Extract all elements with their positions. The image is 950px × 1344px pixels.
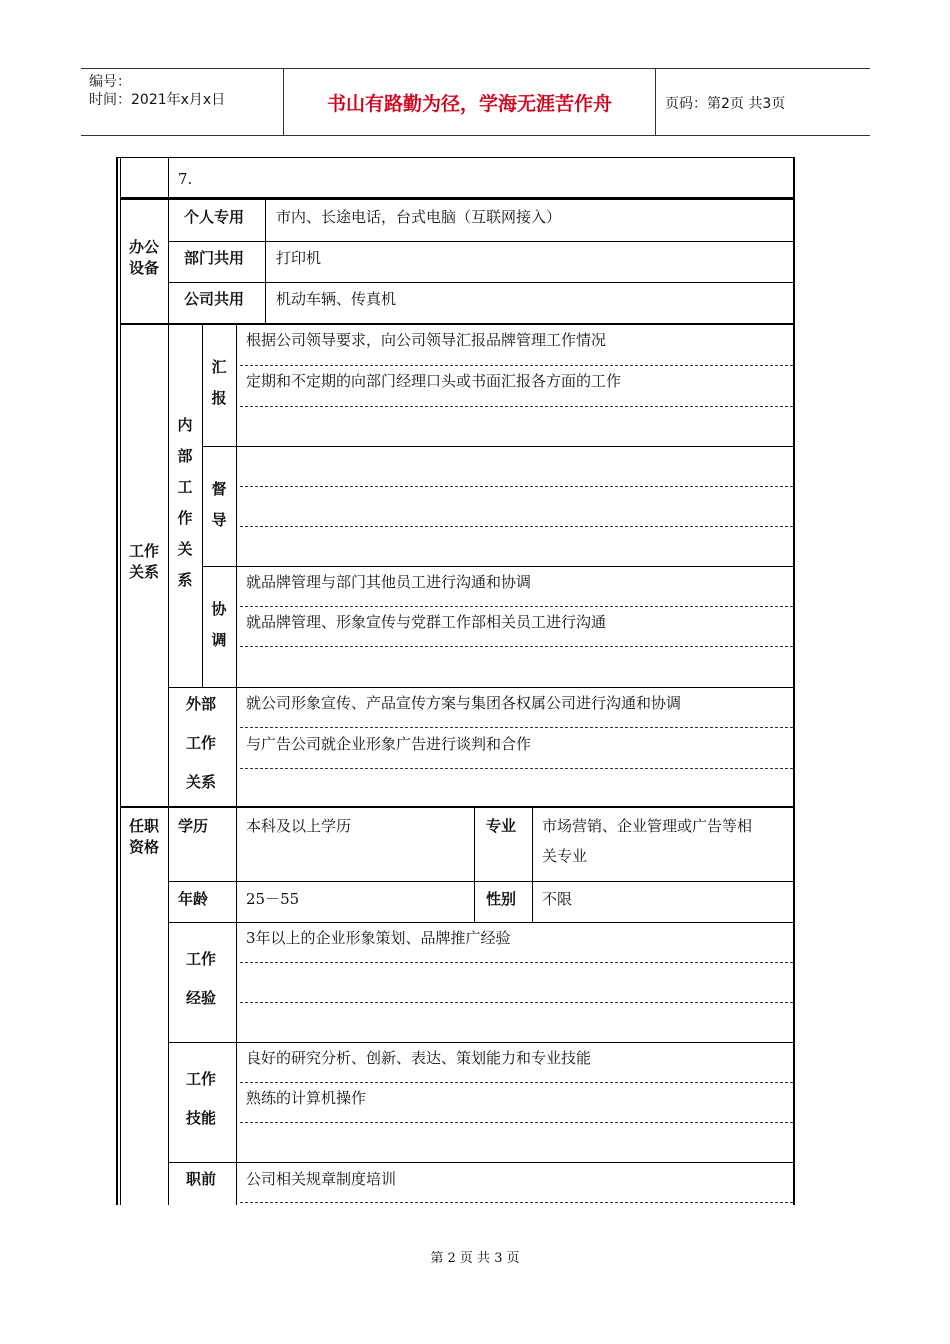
- dashed-divider: [240, 1122, 793, 1123]
- report-label: 汇报: [211, 358, 227, 407]
- skills-label: 技能: [186, 1109, 217, 1127]
- grid-line: [202, 325, 203, 687]
- grid-line: [202, 446, 795, 447]
- report-line: 定期和不定期的向部门经理口头或书面汇报各方面的工作: [246, 372, 622, 390]
- major-value-continued: 关专业: [542, 847, 588, 865]
- personal-use-value: 市内、长途电话，台式电脑（互联网接入）: [276, 208, 562, 226]
- row-number: 7.: [178, 170, 193, 188]
- company-use-label: 公司共用: [184, 290, 245, 308]
- external-label: 工作: [186, 734, 217, 752]
- grid-line: [168, 881, 795, 882]
- dashed-divider: [240, 486, 793, 487]
- grid-line: [474, 808, 475, 922]
- dashed-divider: [240, 406, 793, 407]
- grid-line: [532, 808, 533, 922]
- table-border-left-inner: [120, 157, 121, 1205]
- header-page-info: 页码：第2页 共3页: [665, 96, 786, 112]
- department-use-label: 部门共用: [184, 249, 245, 267]
- section-divider: [120, 806, 795, 808]
- dashed-divider: [240, 646, 793, 647]
- coordinate-line: 就品牌管理、形象宣传与党群工作部相关员工进行沟通: [246, 613, 607, 631]
- grid-line: [168, 1162, 795, 1163]
- header-slogan: 书山有路勤为径，学海无涯苦作舟: [326, 92, 612, 115]
- external-label: 外部: [186, 695, 217, 713]
- experience-line: 3年以上的企业形象策划、品牌推广经验: [246, 929, 511, 947]
- dashed-divider: [240, 962, 793, 963]
- table-border-top: [116, 157, 795, 158]
- grid-line: [265, 200, 266, 324]
- company-use-value: 机动车辆、传真机: [276, 290, 397, 308]
- section-divider: [120, 197, 795, 200]
- dashed-divider: [240, 727, 793, 728]
- coordinate-label: 协调: [211, 600, 227, 649]
- grid-line: [168, 922, 795, 923]
- dashed-divider: [240, 365, 793, 366]
- grid-line: [168, 157, 169, 198]
- skills-line: 熟练的计算机操作: [246, 1089, 367, 1107]
- education-label: 学历: [178, 817, 209, 835]
- internal-relations-label: 内部工作关系: [177, 416, 193, 589]
- grid-line: [168, 241, 795, 242]
- training-label: 职前: [186, 1170, 217, 1188]
- skills-label: 工作: [186, 1070, 217, 1088]
- table-border-left: [116, 157, 118, 1205]
- dashed-divider: [240, 606, 793, 607]
- table-border-right: [793, 157, 795, 1205]
- dashed-divider: [240, 768, 793, 769]
- dashed-divider: [240, 1002, 793, 1003]
- page-footer: 第 2 页 共 3 页: [430, 1251, 520, 1266]
- external-label: 关系: [186, 773, 217, 791]
- grid-line: [236, 808, 237, 1205]
- time-label: 时间：2021年x月x日: [89, 92, 226, 108]
- grid-line: [168, 1042, 795, 1043]
- education-value: 本科及以上学历: [246, 817, 352, 835]
- personal-use-label: 个人专用: [184, 208, 245, 226]
- work-relations-label: 工作关系: [128, 542, 159, 581]
- dashed-divider: [240, 526, 793, 527]
- code-label: 编号：: [89, 74, 131, 90]
- experience-label: 经验: [186, 989, 217, 1007]
- major-label: 专业: [486, 817, 517, 835]
- grid-line: [168, 282, 795, 283]
- grid-line: [168, 200, 169, 324]
- age-value: 25－55: [246, 890, 300, 908]
- department-use-value: 打印机: [276, 249, 322, 267]
- section-divider: [120, 323, 795, 325]
- major-value: 市场营销、企业管理或广告等相: [542, 817, 753, 835]
- report-line: 根据公司领导要求，向公司领导汇报品牌管理工作情况: [246, 331, 607, 349]
- age-label: 年龄: [178, 890, 209, 908]
- office-equipment-label: 办公设备: [128, 238, 159, 277]
- qualification-label: 任职资格: [128, 817, 159, 856]
- dashed-divider: [240, 1202, 793, 1203]
- dashed-divider: [240, 1082, 793, 1083]
- grid-line: [168, 687, 795, 688]
- coordinate-line: 就品牌管理与部门其他员工进行沟通和协调: [246, 573, 532, 591]
- grid-line: [168, 808, 169, 1205]
- gender-label: 性别: [486, 890, 517, 908]
- skills-line: 良好的研究分析、创新、表达、策划能力和专业技能: [246, 1049, 592, 1067]
- external-line: 与广告公司就企业形象广告进行谈判和合作: [246, 735, 532, 753]
- gender-value: 不限: [542, 890, 573, 908]
- training-line: 公司相关规章制度培训: [246, 1170, 397, 1188]
- experience-label: 工作: [186, 950, 217, 968]
- external-line: 就公司形象宣传、产品宣传方案与集团各权属公司进行沟通和协调: [246, 694, 682, 712]
- supervise-label: 督导: [211, 480, 227, 529]
- grid-line: [168, 325, 169, 807]
- grid-line: [202, 566, 795, 567]
